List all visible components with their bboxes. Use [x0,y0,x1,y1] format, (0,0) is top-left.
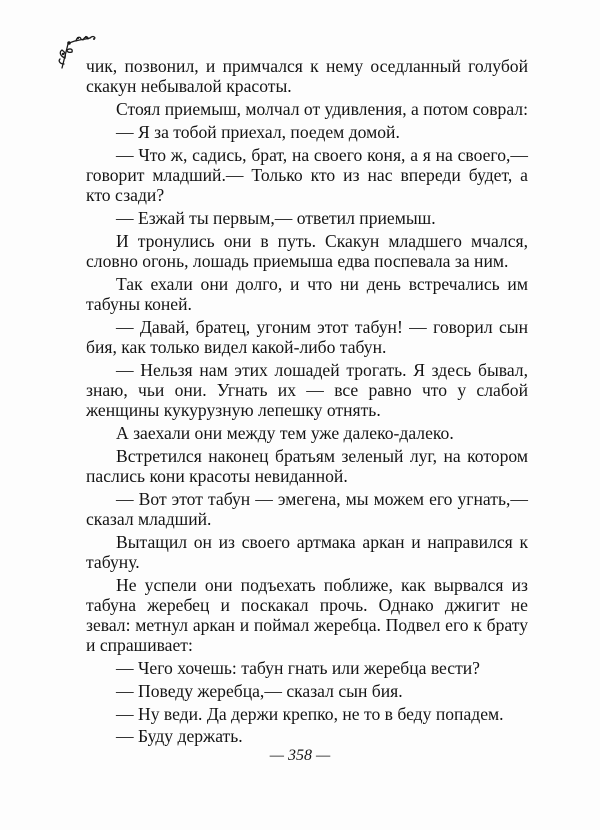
paragraph: — Поведу жеребца,— сказал сын бия. [116,680,403,701]
paragraph: А заехали они между тем уже далеко-далеко. [116,422,454,443]
paragraph: — Ну веди. Да держи крепко, не то в беду попадем. [116,703,504,724]
paragraph: — Нельзя нам этих лошадей трогать. Я здесь бывал, знаю, чьи они. Угнать их — все равно что у слабой женщины кукурузную лепешку отнять. [86,359,528,420]
paragraph: И тронулись они в путь. Скакун младшего мчался, словно огонь, лошадь приемыша едва поспевала за ним. [86,230,528,271]
page-text [86,56,528,749]
paragraph: — Вот этот табун — эмегена, мы можем его угнать,— сказал младший. [86,488,528,529]
paragraph: Встретился наконец братьям зеленый луг, на котором паслись кони красоты невиданной. [86,445,528,486]
page-number: — 358 — [269,747,331,764]
paragraph: — Чего хочешь: табун гнать или жеребца вести? [116,658,480,678]
paragraph: — Что ж, садись, брат, на своего коня, а я на своего,— говорит младший.— Только кто из нас впереди будет, а кто сзади? [86,144,528,205]
paragraph: Не успели они подъехать поближе, как вырвался из табуна жеребец и поскакал прочь. Однако джигит не зевал: метнул аркан и поймал жеребца. Подвел его к брату и спрашивает: [86,574,528,656]
paragraph: Вытащил он из своего артмака аркан и направился к табуну. [86,531,528,572]
paragraph: — Буду держать. [116,726,243,747]
paragraph: Так ехали они долго, и что ни день встречались им табуны коней. [86,273,528,314]
paragraph: — Езжай ты первым,— ответил приемыш. [116,207,436,228]
paragraph: — Я за тобой приехал, поедем домой. [116,121,400,142]
paragraph: Стоял приемыш, молчал от удивления, а потом соврал: [116,99,528,119]
paragraph: чик, позвонил, и примчался к нему оседланный голубой скакун небывалой красоты. [86,56,528,97]
paragraph: — Давай, братец, угоним этот табун! — говорил сын бия, как только видел какой-либо табун. [86,316,528,357]
